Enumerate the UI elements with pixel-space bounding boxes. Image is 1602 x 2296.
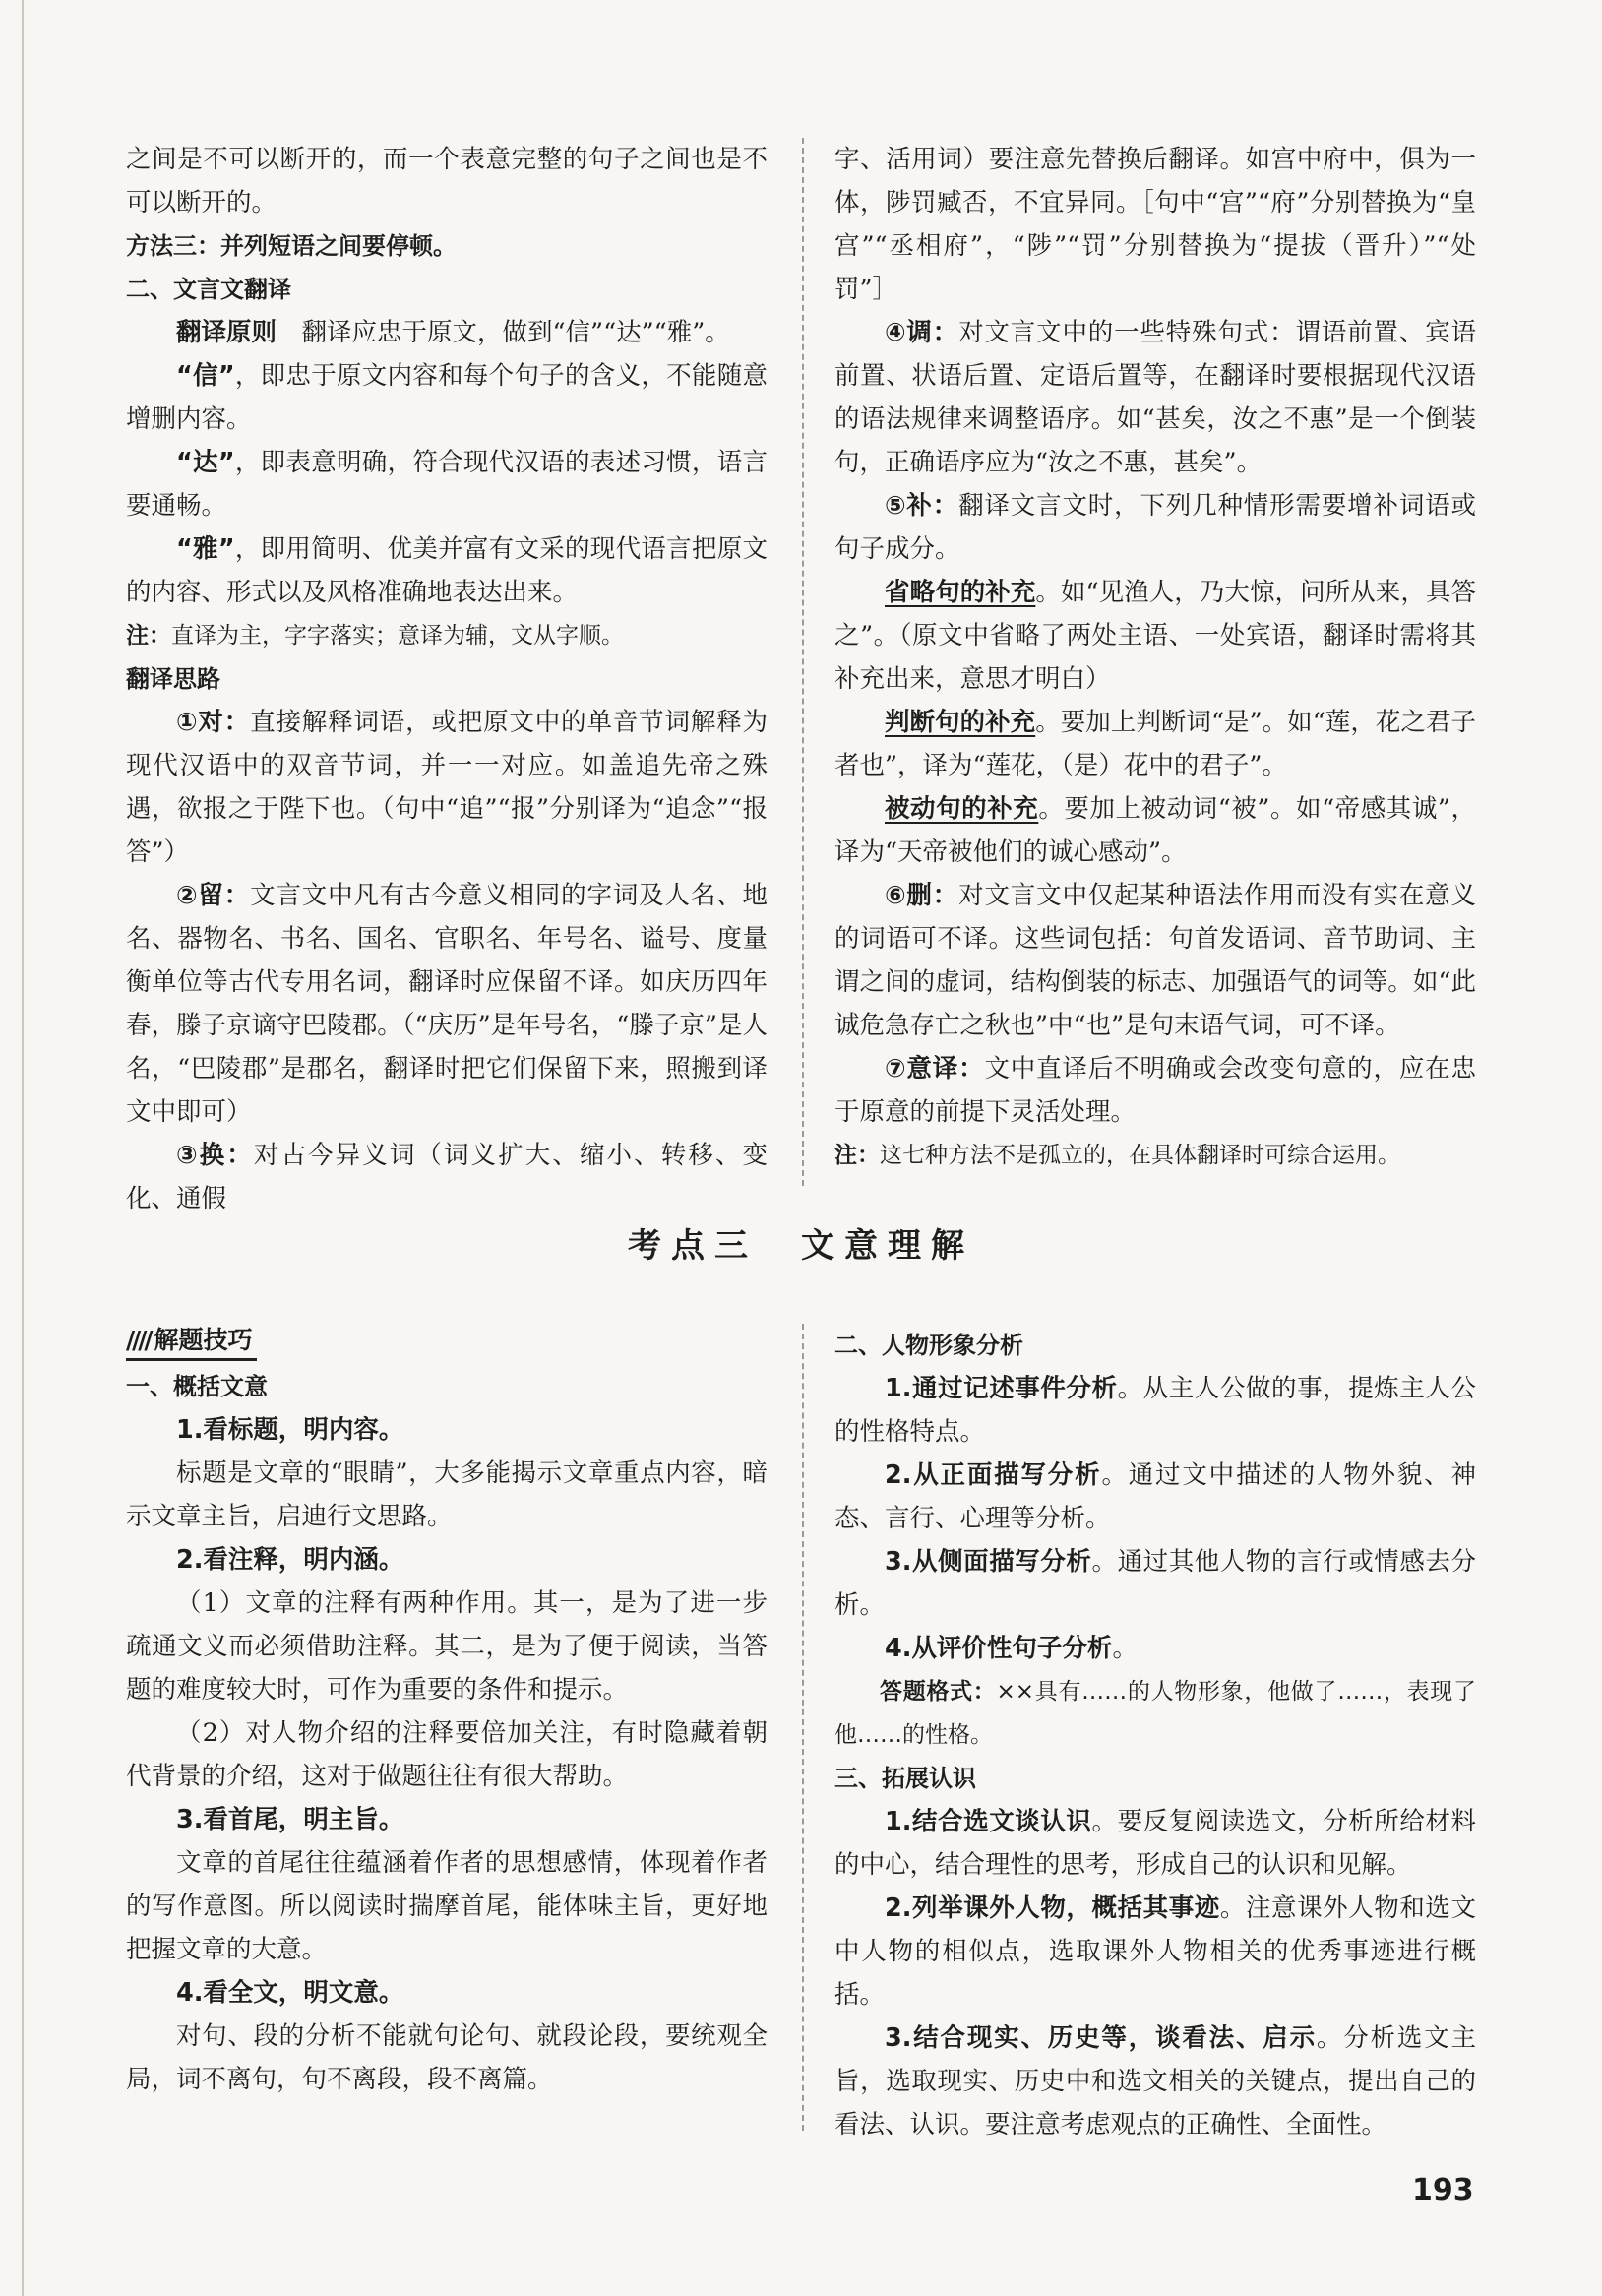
- paragraph-text: 直接解释词语，或把原文中的单音节词解释为现代汉语中的双音节词，并一一对应。如盖追先帝之殊遇，欲报之于陛下也。（句中“追”“报”分别译为“追念”“报答”）: [126, 708, 768, 867]
- paragraph-text: ，即表意明确，符合现代汉语的表述习惯，语言要通畅。: [126, 448, 768, 521]
- paragraph-text: （1）文章的注释有两种作用。其一，是为了进一步疏通文义而必须借助注释。其二，是为了便于阅读，当答题的难度较大时，可作为重要的条件和提示。: [126, 1588, 768, 1705]
- paragraph: [126, 268, 768, 311]
- paragraph-text: 方法三：并列短语之间要停顿。: [126, 232, 457, 260]
- paragraph-text: 文言文中凡有古今意义相同的字词及人名、地名、器物名、书名、国名、官职名、年号名、谥号、度量衡单位等古代专用名词，翻译时应保留不译。如庆历四年春，滕子京谪守巴陵郡。（“庆历”是年号名，“滕子京”是人名，“巴陵郡”是郡名，翻译时把它们保留下来，照搬到译文中即可）: [126, 881, 768, 1127]
- paragraph-text: 翻译应忠于原文，做到“信”“达”“雅”。: [277, 318, 730, 347]
- paragraph-text: ，即忠于原文内容和每个句子的含义，不能随意增删内容。: [126, 361, 768, 434]
- paragraph: [126, 224, 768, 268]
- paragraph: [834, 1800, 1476, 1887]
- paragraph-label: ③换：: [176, 1141, 254, 1170]
- paragraph: [126, 138, 768, 224]
- paragraph: [126, 354, 768, 441]
- paragraph-label: 2.从正面描写分析: [885, 1460, 1102, 1490]
- column-divider-top: [802, 138, 804, 1186]
- paragraph-label: 被动句的补充: [885, 794, 1039, 824]
- paragraph-label: “信”: [176, 361, 235, 391]
- paragraph: [126, 1798, 768, 1841]
- paragraph-label: 1.看标题，明内容。: [176, 1415, 404, 1445]
- page-number: 193: [1412, 2173, 1474, 2207]
- paragraph: [834, 1454, 1476, 1540]
- paragraph-label: “雅”: [176, 534, 235, 564]
- paragraph: [834, 2017, 1476, 2146]
- paragraph: [834, 1324, 1476, 1367]
- paragraph-text: 对文言文中仅起某种语法作用而没有实在意义的词语可不译。这些词包括：句首发语词、音节助词、主谓之间的虚词，结构倒装的标志、加强语气的词等。如“此诚危急存亡之秋也”中“也”是句末语气词，可不译。: [834, 881, 1476, 1040]
- paragraph: [834, 311, 1476, 484]
- paragraph-text: 文中直译后不明确或会改变句意的，应在忠于原意的前提下灵活处理。: [834, 1054, 1476, 1127]
- paragraph: [834, 484, 1476, 571]
- paragraph: [126, 874, 768, 1134]
- paragraph: [126, 1971, 768, 2015]
- paragraph: [126, 441, 768, 527]
- tips-heading: [126, 1323, 257, 1361]
- paragraph: [834, 571, 1476, 701]
- paragraph-label: ⑤补：: [885, 491, 959, 521]
- paragraph-text: 。从主人公做的事，提炼主人公的性格特点。: [834, 1374, 1476, 1447]
- paragraph-text: 对句、段的分析不能就句论句、就段论段，要统观全局，词不离句，句不离段，段不离篇。: [126, 2021, 768, 2094]
- paragraph: [834, 701, 1476, 787]
- paragraph: [834, 787, 1476, 874]
- paragraph-text: 。要加上被动词“被”。如“帝感其诚”，译为“天帝被他们的诚心感动”。: [834, 794, 1476, 867]
- paragraph-label: 省略句的补充: [885, 578, 1036, 607]
- paragraph: [834, 1540, 1476, 1627]
- paragraph: [834, 1134, 1476, 1177]
- paragraph-label: 3.从侧面描写分析: [885, 1547, 1092, 1577]
- paragraph: [126, 1452, 768, 1538]
- paragraph: [126, 1365, 768, 1408]
- paragraph-text: 对古今异义词（词义扩大、缩小、转移、变化、通假: [126, 1141, 768, 1213]
- paragraph-label: ②留：: [176, 881, 251, 910]
- paragraph-label: ①对：: [176, 708, 251, 737]
- paragraph: [126, 1538, 768, 1582]
- paragraph: [834, 874, 1476, 1047]
- paragraph-text: 翻译文言文时，下列几种情形需要增补词语或句子成分。: [834, 491, 1476, 564]
- paragraph-label: ⑥删：: [885, 881, 959, 910]
- paragraph-text: 。: [1112, 1634, 1138, 1663]
- paragraph: [834, 1670, 1476, 1757]
- paragraph-label: 2.列举课外人物，概括其事迹: [885, 1893, 1220, 1923]
- summary-left-column: [126, 1319, 768, 2101]
- paragraph-text: 文章的首尾往往蕴涵着作者的思想感情，体现着作者的写作意图。所以阅读时揣摩首尾，能体味主旨，更好地把握文章的大意。: [126, 1848, 768, 1964]
- paragraph-label: 4.看全文，明文意。: [176, 1978, 404, 2008]
- section-title: 考点三 文意理解: [628, 1226, 974, 1266]
- paragraph-text: 二、人物形象分析: [834, 1332, 1023, 1359]
- translation-left-column: [126, 138, 768, 1220]
- paragraph: [126, 701, 768, 874]
- paragraph-text: 。通过其他人物的言行或情感去分析。: [834, 1547, 1476, 1620]
- paragraph-text: ××具有……的人物形象，他做了……，表现了他……的性格。: [834, 1679, 1476, 1748]
- paragraph: [834, 1757, 1476, 1800]
- paragraph-text: 二、文言文翻译: [126, 276, 291, 303]
- paragraph-text: 。要反复阅读选文，分析所给材料的中心，结合理性的思考，形成自己的认识和见解。: [834, 1807, 1476, 1880]
- paragraph-label: ⑦意译：: [885, 1054, 985, 1084]
- paragraph-text: 对文言文中的一些特殊句式：谓语前置、宾语前置、状语后置、定语后置等，在翻译时要根据现代汉语的语法规律来调整语序。如“甚矣，汝之不惠”是一个倒装句，正确语序应为“汝之不惠，甚矣”。: [834, 318, 1476, 477]
- paragraph-label: 2.看注释，明内涵。: [176, 1545, 404, 1575]
- paragraph-label: 1.结合选文谈认识: [885, 1807, 1092, 1836]
- paragraph: [126, 1134, 768, 1220]
- paragraph: [126, 614, 768, 657]
- paragraph-label: 翻译原则: [176, 318, 277, 347]
- paragraph-label: 3.结合现实、历史等，谈看法、启示: [885, 2023, 1317, 2053]
- paragraph-text: 。通过文中描述的人物外貌、神态、言行、心理等分析。: [834, 1460, 1476, 1533]
- paragraph: [834, 1367, 1476, 1454]
- paragraph-label: 1.通过记述事件分析: [885, 1374, 1118, 1403]
- tips-heading-text: 解题技巧: [154, 1326, 253, 1354]
- paragraph-label: 4.从评价性句子分析: [885, 1634, 1113, 1663]
- paragraph: [126, 1582, 768, 1711]
- paragraph-text: 翻译思路: [126, 665, 220, 693]
- paragraph-text: 这七种方法不是孤立的，在具体翻译时可综合运用。: [880, 1143, 1400, 1168]
- paragraph: [126, 1711, 768, 1798]
- paragraph-text: 三、拓展认识: [834, 1765, 976, 1792]
- paragraph-label: 注：: [126, 623, 171, 649]
- paragraph: [126, 1841, 768, 1971]
- column-divider-bottom: [802, 1324, 804, 2131]
- paragraph-text: 。如“见渔人，乃大惊，问所从来，具答之”。（原文中省略了两处主语、一处宾语，翻译时需将其补充出来，意思才明白）: [834, 578, 1476, 694]
- paragraph-label: “达”: [176, 448, 235, 477]
- paragraph-text: 。注意课外人物和选文中人物的相似点，选取课外人物相关的优秀事迹进行概括。: [834, 1893, 1476, 2010]
- paragraph-text: 一、概括文意: [126, 1373, 268, 1400]
- paragraph-label: ④调：: [885, 318, 959, 347]
- paragraph-label: 3.看首尾，明主旨。: [176, 1805, 404, 1834]
- paragraph-text: ，即用简明、优美并富有文采的现代语言把原文的内容、形式以及风格准确地表达出来。: [126, 534, 768, 607]
- paragraph-text: 之间是不可以断开的，而一个表意完整的句子之间也是不可以断开的。: [126, 145, 768, 217]
- paragraph-text: 。分析选文主旨，选取现实、历史中和选文相关的关键点，提出自己的看法、认识。要注意考虑观点的正确性、全面性。: [834, 2023, 1476, 2140]
- paragraph-text: 。要加上判断词“是”。如“莲，花之君子者也”，译为“莲花，（是）花中的君子”。: [834, 708, 1476, 780]
- paragraph: [834, 138, 1476, 311]
- paragraph: [126, 311, 768, 354]
- hatch-icon: ////: [126, 1326, 151, 1354]
- paragraph-text: 字、活用词）要注意先替换后翻译。如宫中府中，俱为一体，陟罚臧否，不宜异同。［句中“宫”“府”分别替换为“皇宫”“丞相府”，“陟”“罚”分别替换为“提拔（晋升）”“处罚”］: [834, 145, 1476, 304]
- paragraph: [126, 657, 768, 701]
- paragraph-label: 注：: [834, 1143, 880, 1168]
- paragraph-text: （2）对人物介绍的注释要倍加关注，有时隐藏着朝代背景的介绍，这对于做题往往有很大帮助。: [126, 1718, 768, 1791]
- paragraph: [834, 1047, 1476, 1134]
- translation-right-column: [834, 138, 1476, 1177]
- paragraph: [834, 1887, 1476, 2017]
- summary-right-column: [834, 1324, 1476, 2146]
- paragraph: [834, 1627, 1476, 1670]
- page-edge: [22, 0, 24, 2296]
- paragraph: [126, 2015, 768, 2101]
- paragraph-label: 判断句的补充: [885, 708, 1036, 737]
- paragraph-text: 标题是文章的“眼睛”，大多能揭示文章重点内容，暗示文章主旨，启迪行文思路。: [126, 1458, 768, 1531]
- paragraph-label: 答题格式：: [880, 1679, 997, 1705]
- paragraph: [126, 527, 768, 614]
- paragraph-text: 直译为主，字字落实；意译为辅，文从字顺。: [171, 623, 624, 649]
- paragraph: [126, 1408, 768, 1452]
